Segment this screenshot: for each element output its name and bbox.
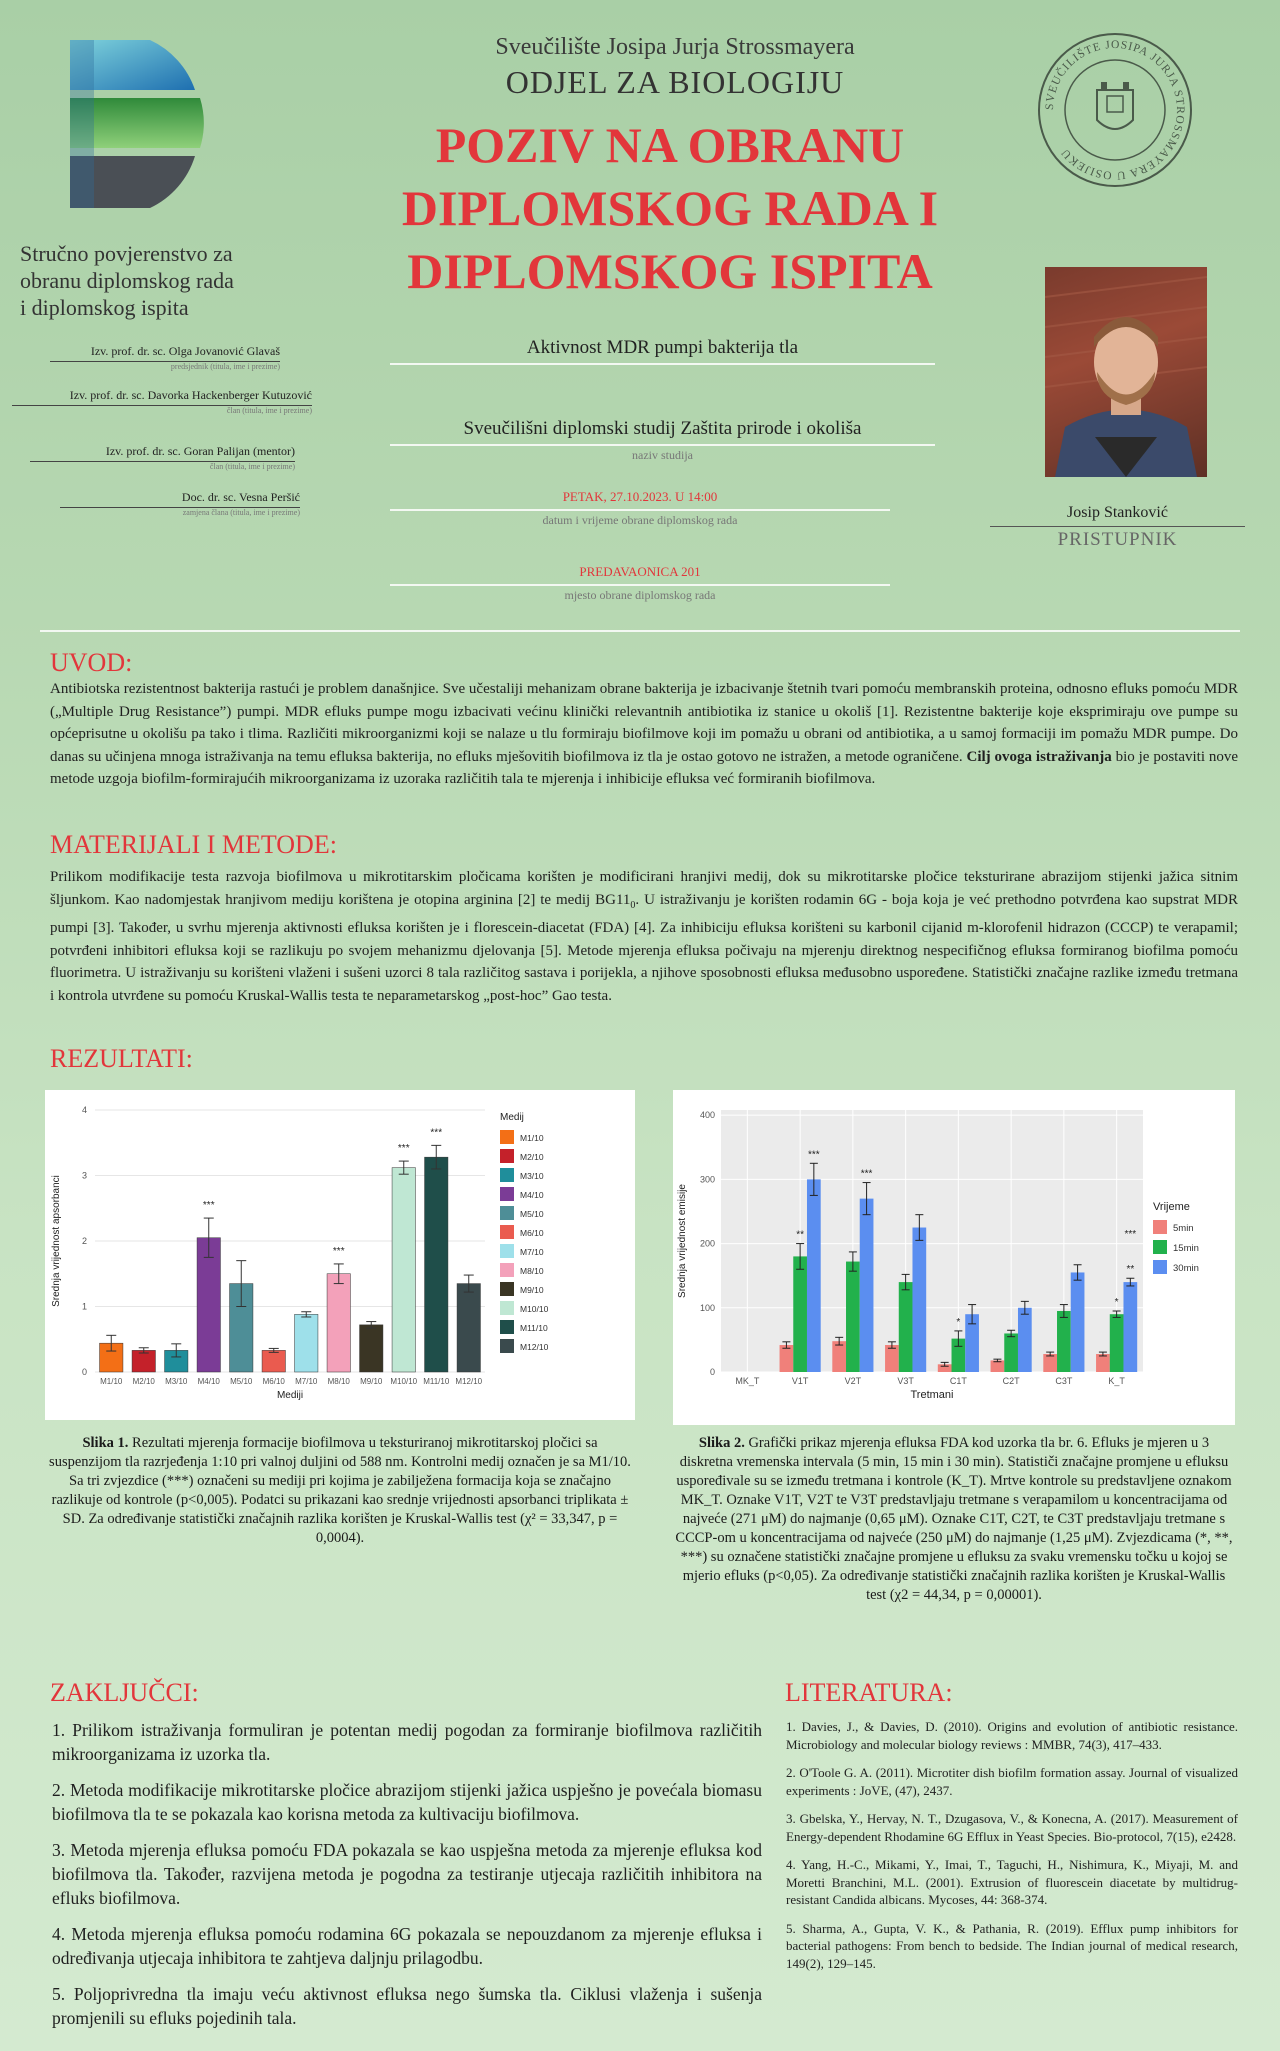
room-caption: mjesto obrane diplomskog rada (564, 588, 716, 602)
legend-label: M8/10 (520, 1266, 544, 1276)
legend-swatch (500, 1187, 514, 1201)
divider (390, 363, 935, 365)
legend-swatch (1153, 1240, 1167, 1254)
department-name: ODJEL ZA BIOLOGIJU (505, 64, 845, 100)
datetime-caption: datum i vrijeme obrane diplomskog rada (542, 513, 738, 527)
reference-item: 2. O'Toole G. A. (2011). Microtiter dish biofilm formation assay. Journal of visualized experiments : JoVE, (47), 2437. (786, 1765, 1238, 1798)
committee-heading (20, 240, 290, 321)
significance-label: *** (1124, 1229, 1137, 1241)
bar (1057, 1311, 1071, 1372)
bar (1018, 1308, 1032, 1372)
x-tick-label: K_T (1108, 1376, 1125, 1386)
bar (360, 1325, 383, 1372)
bar (392, 1168, 415, 1372)
room-field (390, 564, 890, 603)
x-tick-label: C3T (1055, 1376, 1073, 1386)
figure-1-chart (45, 1090, 635, 1420)
committee-member (12, 388, 312, 415)
legend-label: 5min (1173, 1223, 1194, 1234)
x-tick-label: V1T (791, 1376, 809, 1386)
study-field (390, 418, 935, 463)
x-tick-label: M2/10 (132, 1377, 155, 1386)
bar (912, 1228, 926, 1372)
significance-label: *** (332, 1245, 345, 1257)
y-tick-label: 3 (81, 1170, 87, 1181)
defense-datetime: PETAK, 27.10.2023. U 14:00 (562, 489, 718, 504)
legend-swatch (500, 1263, 514, 1277)
divider (390, 444, 935, 446)
legend-swatch (500, 1339, 514, 1353)
conclusion-item: 5. Poljoprivredna tla imaju veću aktivnost efluksa nego šumska tla. Ciklusi vlaženja i sušenja promjenili su efluks pojedinih tala. (52, 1984, 762, 2028)
chart-2-svg (673, 1090, 1235, 1425)
candidate-field (990, 504, 1245, 551)
legend-swatch (500, 1149, 514, 1163)
caption-label: Slika 1. (82, 1435, 129, 1451)
x-tick-label: M12/10 (455, 1377, 483, 1386)
y-tick-label: 4 (81, 1105, 87, 1115)
methods-text (50, 866, 1238, 1007)
bar (295, 1314, 318, 1372)
bar (807, 1179, 821, 1372)
x-tick-label: M7/10 (295, 1377, 318, 1386)
thesis-title: Aktivnost MDR pumpi bakterija tla (526, 337, 799, 358)
x-tick-label: M5/10 (230, 1377, 253, 1386)
member-name: Izv. prof. dr. sc. Goran Palijan (mentor) (105, 444, 295, 458)
title-line: POZIV NA OBRANU (435, 117, 905, 173)
committee-member (60, 490, 300, 517)
bar (1071, 1272, 1085, 1372)
x-axis-label: Mediji (276, 1390, 304, 1401)
reference-item: 1. Davies, J., & Davies, D. (2010). Origins and evolution of antibiotic resistance. Microbiology and molecular biology reviews : MMBR, 74(3), 417–433. (786, 1719, 1238, 1752)
bar (860, 1199, 874, 1372)
references-list (786, 1718, 1238, 1983)
significance-label: *** (430, 1127, 443, 1139)
reference-item: 3. Gbelska, Y., Hervay, N. T., Dzugasova, V., & Konecna, A. (2017). Measurement of Energy-dependent Rhodamine 6G Efflux in Yeast Species. Bio-protocol, 7(15), e2428. (786, 1811, 1238, 1844)
header-divider (40, 630, 1240, 632)
legend-label: 30min (1173, 1263, 1199, 1274)
bar (457, 1284, 480, 1372)
member-role: zamjena člana (titula, ime i prezime) (182, 508, 300, 517)
member-name: Izv. prof. dr. sc. Davorka Hackenberger Kutuzović (69, 388, 312, 402)
y-tick-label: 300 (699, 1174, 715, 1185)
bar (262, 1350, 285, 1372)
legend-swatch (500, 1168, 514, 1182)
caption-label: Slika 2. (698, 1435, 745, 1451)
chart-1-svg (45, 1090, 635, 1420)
legend-label: M12/10 (520, 1342, 549, 1352)
x-tick-label: M8/10 (327, 1377, 350, 1386)
title-line: DIPLOMSKOG ISPITA (407, 243, 933, 299)
legend-swatch (500, 1244, 514, 1258)
intro-aim: Cilj ovoga istraživanja (966, 748, 1112, 765)
legend-label: M11/10 (520, 1323, 548, 1333)
conclusion-item: 3. Metoda mjerenja efluksa pomoću FDA pokazala se kao uspješna metoda za mjerenje efluksa kod biofilmova tla. Također, razvijena metoda je pogodna za testiranje utjecaja različitih inhibitora na efluks biofilmova. (52, 1840, 762, 1908)
legend-label: M1/10 (520, 1133, 544, 1143)
divider (990, 526, 1245, 527)
significance-label: ** (796, 1229, 805, 1241)
legend-label: M6/10 (520, 1228, 544, 1238)
member-role: član (titula, ime i prezime) (209, 462, 295, 471)
x-tick-label: M11/10 (423, 1377, 450, 1386)
conclusion-item: 1. Prilikom istraživanja formuliran je potentan medij pogodan za formiranje biofilmova različitih mikroorganizama iz uzorka tla. (52, 1720, 762, 1764)
university-seal (1035, 30, 1195, 190)
conclusions-heading: ZAKLJUČCI: (50, 1678, 199, 1707)
committee-heading-line: obranu diplomskog rada (20, 268, 234, 293)
legend-swatch (1153, 1260, 1167, 1274)
x-tick-label: V2T (844, 1376, 862, 1386)
significance-label: * (1114, 1296, 1119, 1308)
literature-heading: LITERATURA: (785, 1678, 953, 1707)
legend-label: M5/10 (520, 1209, 544, 1219)
x-tick-label: M1/10 (100, 1377, 123, 1386)
committee-member (50, 344, 280, 371)
bar (425, 1157, 448, 1372)
y-axis-label: Srednja vrijednost emisije (677, 1184, 688, 1298)
significance-label: *** (860, 1168, 873, 1180)
methods-heading: MATERIJALI I METODE: (50, 830, 337, 859)
reference-item: 5. Sharma, A., Gupta, V. K., & Pathania, R. (2019). Efflux pump inhibitors for bacterial pathogens: From bench to bedside. The Indian journal of medical research, 149(2), 129–145. (786, 1920, 1238, 1971)
member-role: predsjednik (titula, ime i prezime) (170, 362, 280, 371)
bar (1004, 1333, 1018, 1372)
bar (899, 1282, 913, 1372)
methods-text-part: Prilikom modifikacije testa razvoja biofilmova u mikrotitarskim pločicama korišten je modificirani hranjivi medij, dok su mikrotitarske pločice teksturirane abrazijom stijenki jažica sitnim šljunkom. Kao nadomjestak hranjivom mediju korištena je otopina arginina [2] te medij BG11 (50, 869, 1238, 908)
bar (1043, 1354, 1057, 1372)
legend-swatch (500, 1206, 514, 1220)
divider (390, 509, 890, 511)
y-tick-label: 400 (699, 1110, 715, 1121)
legend-swatch (500, 1320, 514, 1334)
datetime-field (390, 489, 890, 528)
significance-label: ** (1126, 1264, 1135, 1276)
candidate-name: Josip Stanković (1067, 504, 1168, 521)
bar (327, 1274, 350, 1372)
bar (832, 1341, 846, 1372)
figure-2-chart (673, 1090, 1235, 1425)
member-name: Izv. prof. dr. sc. Olga Jovanović Glavaš (90, 344, 280, 358)
x-tick-label: M10/10 (390, 1377, 418, 1386)
defense-room: PREDAVAONICA 201 (579, 564, 701, 579)
methods-text-part: . U istraživanju je korišten rodamin 6G - boja koja je već prethodno potvrđena kao supstrat MDR pumpi [3]. Također, u svrhu mjerenja aktivnosti efluksa korišten je i florescein-diacetat (FDA) [4]. Za inhibiciju efluksa korišteni su karbonil cijanid m-klorofenil hidrazon (CCCP) te verapamil; potvrđeni inhibitori efluksa koji se razlikuju po svojem mehanizmu djelovanja [5]. Metode mjerenja efluksa počivaju na mjerenju direktnog nespecifičnog efluksa formiranog biofilma pomoću fluorimetra. U istraživanju su korišteni vlaženi i sušeni uzorci 8 tala različitog sastava i porijekla, a njihove sposobnosti efluksa međusobno uspoređene. Statistički značajne razlike između tretmana i kontrola utvrđene su pomoću Kruskal-Wallis testa te neparametarskog „post-hoc” Gao testa. (50, 891, 1238, 1004)
university-name: Sveučilište Josipa Jurja Strossmayera (495, 34, 855, 60)
bar (885, 1345, 899, 1372)
committee-heading-line: Stručno povjerenstvo za (20, 241, 233, 266)
member-role: član (titula, ime i prezime) (226, 406, 312, 415)
x-tick-label: M9/10 (360, 1377, 383, 1386)
intro-heading: UVOD: (50, 648, 133, 677)
caption-text: Grafički prikaz mjerenja efluksa FDA kod uzorka tla br. 6. Efluks je mjeren u 3 diskretna vremenska intervala (5 min, 15 min i 30 min). Statističi značajne promjene u efluksu uspoređivale su se između tretmana i kontrole (K_T). Mrtve kontrole su predstavljene oznakom MK_T. Oznake V1T, V2T te V3T predstavljaju tretmane s verapamilom u koncentracijama od najveće (271 μM) do najmanje (0,65 μM). Oznake C1T, C2T, te C3T predstavljaju tretmane s CCCP-om u koncentracijama od najveće (250 μM) do najmanje (1,25 μM). Zvjezdicama (*, **, ***) su označene statistički značajne promjene u efluksu za svaku vremensku točku u kojoj se mjerio efluks (p<0,05). Za određivanje statistički značajnih razlika korišten je Kruskal-Wallis test (χ2 = 44,34, p = 0,00001). (675, 1435, 1233, 1603)
candidate-caption: PRISTUPNIK (1057, 529, 1178, 550)
intro-text-part: Antibiotska rezistentnost bakterija rastući je problem današnjice. Sve učestaliji mehanizam obrane bakterija je izbacivanje štetnih tvari pomoću membranskih proteina, odnosno efluks pomoću MDR („Multiple Drug Resistance”) pumpi. MDR efluks pumpe mogu izbacivati većinu klinički relevantnih antibiotika iz stanice u okoliš [1]. Rezistentne bakterije koje eksprimiraju ove pumpe su općeprisutne u okolišu pa tako i tlima. Različiti mikroorganizmi koji se nalaze u tlu formiraju biofilmove koji im pomažu u obrani od antibiotika, a u samoj formaciji im pomažu MDR pumpe. Do danas su učinjena mnoga istraživanja na temu efluksa bakterija, no efluks mješovitih biofilmova iz tla je ostao gotovo ne istražen, a metode ograničene. (50, 681, 1238, 765)
member-name: Doc. dr. sc. Vesna Peršić (181, 490, 300, 504)
title-line: DIPLOMSKOG RADA I (401, 180, 939, 236)
conclusion-item: 4. Metoda mjerenja efluksa pomoću rodamina 6G pokazala se nepouzdanom za mjerenje efluksa i određivanja utjecaja inhibitora te zahtjeva daljnju prilagodbu. (52, 1924, 762, 1968)
legend-title: Medij (500, 1112, 524, 1123)
intro-text (50, 678, 1238, 791)
conclusions-list (52, 1718, 762, 2042)
y-tick-label: 100 (699, 1302, 715, 1313)
legend-label: M7/10 (520, 1247, 544, 1257)
x-tick-label: M4/10 (197, 1377, 220, 1386)
legend-label: M10/10 (520, 1304, 549, 1314)
legend-swatch (500, 1282, 514, 1296)
x-tick-label: C2T (1002, 1376, 1020, 1386)
legend-swatch (500, 1225, 514, 1239)
significance-label: *** (202, 1200, 215, 1212)
reference-item: 4. Yang, H.-C., Mikami, Y., Imai, T., Taguchi, H., Nishimura, K., Miyaji, M. and Moretti Branchini, M.L. (2001). Extrusion of fluorescein diacetate by multidrug-resistant Candida albicans. Mycoses, 44: 368-374. (786, 1857, 1238, 1907)
conclusion-item: 2. Metoda modifikacije mikrotitarske pločice abrazijom stijenki jažica uspješno je povećala biomasu biofilmova tla te se pokazala kao korisna metoda za kultivaciju biofilmova. (52, 1780, 762, 1824)
legend-swatch (500, 1301, 514, 1315)
bar (132, 1350, 155, 1372)
x-tick-label: MK_T (735, 1376, 760, 1386)
significance-label: * (956, 1316, 961, 1328)
divider (390, 584, 890, 586)
y-axis-label: Srednja vrijednost apsorbanci (51, 1175, 62, 1307)
bar (1123, 1282, 1137, 1372)
study-name: Sveučilišni diplomski studij Zaštita prirode i okoliša (463, 418, 862, 439)
committee-member (30, 444, 295, 471)
x-tick-label: V3T (897, 1376, 914, 1386)
committee-heading-line: i diplomskog ispita (20, 295, 189, 320)
bar (793, 1256, 807, 1372)
y-tick-label: 0 (709, 1367, 715, 1377)
subscript: 0 (630, 899, 636, 911)
legend-label: 15min (1173, 1243, 1199, 1254)
candidate-photo (1045, 267, 1207, 477)
department-logo (30, 30, 230, 220)
bar (1110, 1314, 1124, 1372)
y-tick-label: 2 (81, 1236, 87, 1246)
legend-swatch (500, 1130, 514, 1144)
y-tick-label: 0 (81, 1367, 87, 1377)
results-heading: REZULTATI: (50, 1044, 193, 1073)
bar (1096, 1354, 1110, 1372)
legend-label: M4/10 (520, 1190, 544, 1200)
thesis-title-field (390, 337, 935, 367)
x-tick-label: C1T (949, 1376, 967, 1386)
bar (846, 1262, 860, 1372)
figure-2-caption (673, 1434, 1235, 1605)
page-title (320, 114, 1020, 303)
significance-label: *** (397, 1143, 410, 1155)
study-caption: naziv studija (632, 448, 693, 462)
svg-text:SVEUČILIŠTE JOSIPA JURJA STROS: SVEUČILIŠTE JOSIPA JURJA STROSSMAYERA U OSIJEKU (1043, 38, 1187, 182)
x-tick-label: M3/10 (165, 1377, 188, 1386)
bar (780, 1345, 794, 1372)
y-tick-label: 1 (81, 1301, 87, 1312)
legend-swatch (1153, 1220, 1167, 1234)
y-tick-label: 200 (699, 1238, 715, 1249)
legend-label: M9/10 (520, 1285, 544, 1295)
x-tick-label: M6/10 (262, 1377, 285, 1386)
legend-label: M3/10 (520, 1171, 544, 1181)
x-axis-label: Tretmani (910, 1389, 954, 1401)
legend-label: M2/10 (520, 1152, 544, 1162)
significance-label: *** (807, 1149, 820, 1161)
figure-1-caption (45, 1434, 635, 1548)
caption-text: Rezultati mjerenja formacije biofilmova u teksturiranoj mikrotitarskoj pločici sa suspenzijom tla razrjeđenja 1:10 pri valnoj duljini od 588 nm. Kontrolni medij označen je sa M1/10. Sa tri zvjezdice (***) označeni su mediji pri kojima je zabilježena formacija koja se značajno razlikuje od kontrole (p<0,005). Podatci su prikazani kao srednje vrijednosti apsorbanci triplikata ± SD. Za određivanje statistički značajnih razlika korišten je Kruskal-Wallis test (χ² = 33,347, p = 0,0004). (49, 1435, 631, 1546)
intro-text-part: bio je postaviti nove metode uzgoja biofilm-formirajućih mikroorganizama iz uzoraka različitih tala te mjerenja i inhibicije efluksa već formiranih biofilmova. (50, 748, 1239, 787)
legend-title: Vrijeme (1153, 1201, 1190, 1213)
